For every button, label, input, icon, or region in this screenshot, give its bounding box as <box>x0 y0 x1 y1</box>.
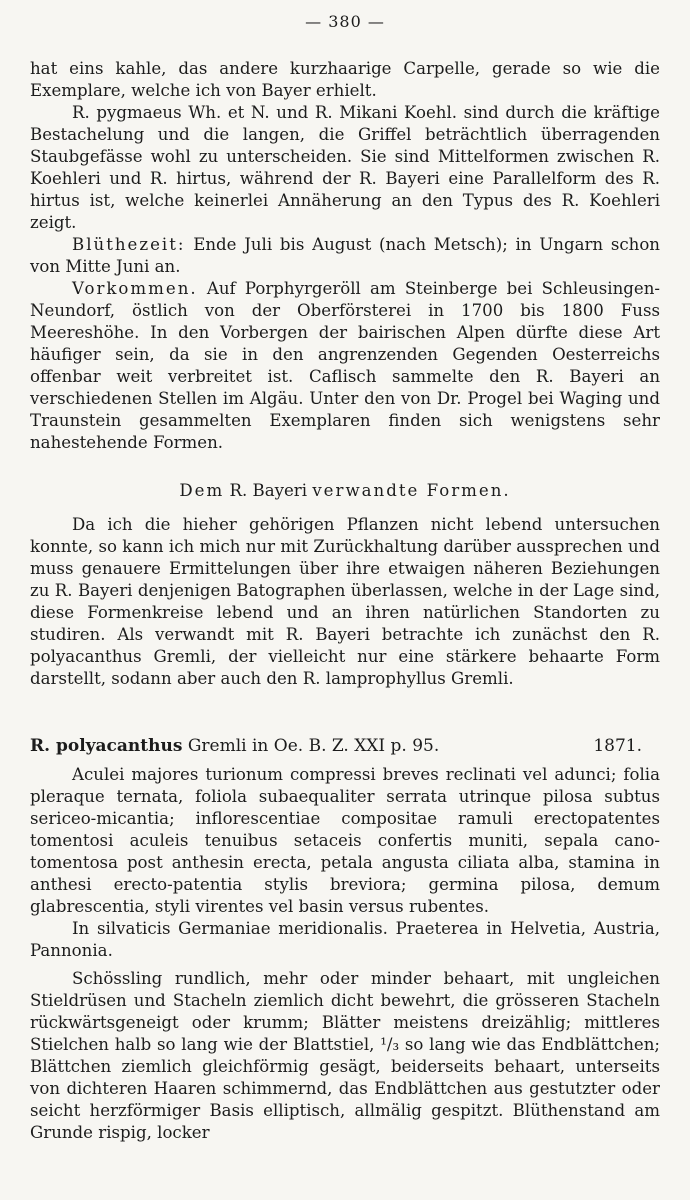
heading-part: Dem <box>179 481 225 500</box>
occurrence-label: Vorkommen. <box>72 279 198 298</box>
latin-diagnosis: Aculei majores turionum compressi breves reclinati vel adunci; folia pleraque ternata, foliola subaequaliter serrata utrinque pilosa subtus sericeo-micantia; inflorescentiae compositae ramuli erectopatentes tomentosi aculeis tenuibus setaceis confertis muniti, sepala cano-tomentosa post anthesin erecta, petala angusta ciliata alba, stamina in anthesi erecto-patentia stylis breviora; germina pilosa, demum glabrescentia, styli virentes vel basin versus rubentes. <box>30 765 660 916</box>
paragraph-text: hat eins kahle, das andere kurzhaarige Carpelle, gerade so wie die Exemplare, welche ich von Bayer erhielt. <box>30 59 660 100</box>
page-number: — 380 — <box>305 12 385 31</box>
german-description: Schössling rundlich, mehr oder minder behaart, mit ungleichen Stieldrüsen und Stacheln ziemlich dicht bewehrt, die grösseren Stacheln rückwärtsgeneigt oder krumm; Blätter meistens dreizählig; mittleres Stielchen halb so lang wie der Blattstiel, ¹/₃ so lang wie das Endblättchen; Blättchen ziemlich gleichförmig gesägt, beiderseits behaart, unterseits von dichteren Haaren schimmernd, das Endblättchen aus gestutzter oder seicht herzförmiger Basis elliptisch, allmälig gespitzt. Blüthenstand am Grunde rispig, locker <box>30 969 660 1142</box>
species-citation: Gremli in Oe. B. Z. XXI p. 95. <box>182 736 440 756</box>
paragraph-flowering-time <box>30 234 660 278</box>
paragraph-text: Ende Juli bis August (nach Metsch); in Ungarn schon von Mitte Juni an. <box>30 235 660 276</box>
species-header <box>30 734 660 758</box>
section-heading <box>30 480 660 502</box>
latin-description-block <box>30 764 660 1144</box>
paragraph-occurrence <box>30 278 660 454</box>
latin-distribution: In silvaticis Germaniae meridionalis. Praeterea in Helvetia, Austria, Pannonia. <box>30 919 660 960</box>
paragraph-text: Auf Porphyrgeröll am Steinberge bei Schleusingen-Neundorf, östlich von der Oberförsterei in 1700 bis 1800 Fuss Meereshöhe. In den Vorbergen der bairischen Alpen dürfte diese Art häufiger sein, da sie in den angrenzenden Gegenden Oesterreichs offenbar weit verbreitet ist. Caflisch sammelte den R. Bayeri an verschiedenen Stellen im Algäu. Unter den von Dr. Progel bei Waging und Traunstein gesammelten Exemplaren finden sich wenigstens sehr nahestehende Formen. <box>30 279 660 452</box>
section-text-block <box>30 514 660 690</box>
paragraph-comparison <box>30 102 660 234</box>
species-year: 1871. <box>593 736 642 756</box>
heading-part: verwandte Formen. <box>312 481 511 500</box>
paragraph-text: R. pygmaeus Wh. et N. und R. Mikani Koehl. sind durch die kräftige Bestachelung und die langen, die Griffel beträchtlich überragenden Staubgefässe wohl zu unterscheiden. Sie sind Mittelformen zwischen R. Koehleri und R. hirtus, während der R. Bayeri eine Parallelform des R. hirtus ist, welche keinerlei Annäherung an den Typus des R. Koehleri zeigt. <box>30 103 660 232</box>
heading-part: R. Bayeri <box>224 481 313 500</box>
section-paragraph: Da ich die hieher gehörigen Pflanzen nicht lebend untersuchen konnte, so kann ich mich nur mit Zurückhaltung darüber aussprechen und muss genauere Ermittelungen über ihre etwaigen näheren Beziehungen zu R. Bayeri denjenigen Batographen überlassen, welche in der Lage sind, diese Formenkreise lebend und an ihren natürlichen Standorten zu studiren. Als verwandt mit R. Bayeri betrachte ich zunächst den R. polyacanthus Gremli, der vielleicht nur eine stärkere behaarte Form darstellt, sodann aber auch den R. lamprophyllus Gremli. <box>30 515 660 688</box>
paragraph-continuation <box>30 58 660 102</box>
flowering-time-label: Blüthezeit: <box>72 235 186 254</box>
upper-text-block <box>30 58 660 454</box>
species-name: R. polyacanthus <box>30 736 183 756</box>
